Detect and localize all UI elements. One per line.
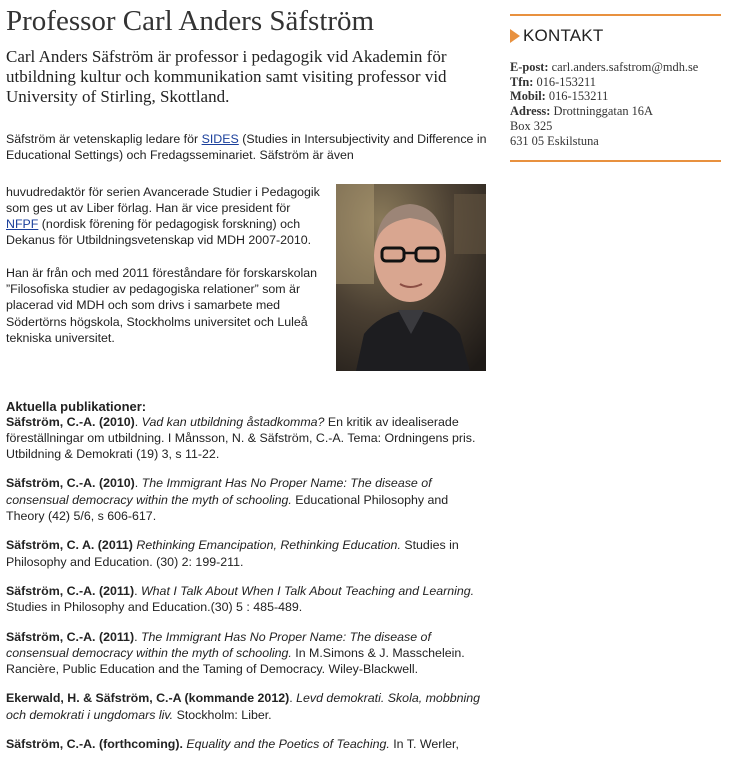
publication-author: Säfström, C.-A. (forthcoming). <box>6 737 183 752</box>
publication-title: Equality and the Poetics of Teaching. <box>186 737 390 752</box>
publication-title: Levd demokrati. Skola, mobbning och demokrati i ungdomars liv. <box>6 691 481 722</box>
contact-box-number: Box 325 <box>510 118 553 133</box>
contact-address: Adress: Drottninggatan 16A <box>510 104 653 119</box>
contact-mobile: Mobil: 016-153211 <box>510 89 609 104</box>
publication-title: Rethinking Emancipation, Rethinking Education. <box>136 538 401 553</box>
sides-link[interactable]: SIDES <box>201 132 239 146</box>
bio-paragraph-1: huvudredaktör för serien Avancerade Studier i Pedagogik som ges ut av Liber förlag. Han är vice president för NFPF (nordisk förening för pedagogisk forskning) och Dekanus för Utbildningsvetenskap vid MDH 2007-2010. <box>6 184 320 248</box>
publication-source: In T. Werler, <box>389 737 459 752</box>
publication-author: Säfström, C.-A. (2011) <box>6 629 135 644</box>
publications-heading: Aktuella publikationer: <box>6 398 147 414</box>
publication-author: Säfström, C.-A. (2011) <box>6 583 135 598</box>
intro-paragraph: Säfström är vetenskaplig ledare för SIDES (Studies in Intersubjectivity and Difference in Educational Settings) och Fredagsseminariet. Säfström är även <box>6 132 487 163</box>
main-content <box>6 0 488 765</box>
publication-item <box>6 537 488 570</box>
bio-paragraph-2: Han är från och med 2011 föreståndare för forskarskolan ”Filosofiska studier av pedagogiska relationer” som är placerad vid MDH och som drivs i samarbete med Södertörns högskola, Stockholms universitet och Luleå tekniska universitet. <box>6 265 318 345</box>
publication-title: The Immigrant Has No Proper Name: The disease of consensual democracy within the myth of schooling. <box>6 476 432 507</box>
publication-source: Stockholm: Liber. <box>173 707 272 722</box>
publication-author: Ekerwald, H. & Säfström, C.-A (kommande 2012) <box>6 691 290 706</box>
lead-paragraph: Carl Anders Säfström är professor i pedagogik vid Akademin för utbildning kultur och kommunikation samt visiting professor vid University of Stirling, Skottland. <box>6 47 447 106</box>
publication-source: Studies in Philosophy and Education. (30) 2: 199-211. <box>6 538 459 569</box>
publication-source: Educational Philosophy and Theory (42) 5/6, s 606-617. <box>6 492 449 524</box>
bio-section <box>6 184 488 377</box>
publication-item: Ekerwald, H. & Säfström, C.-A (kommande 2012). Levd demokrati. Skola, mobbning och demokrati i ungdomars liv. Stockholm: Liber. <box>6 691 481 722</box>
publication-list <box>6 414 488 753</box>
contact-details <box>510 60 721 148</box>
publication-author: Säfström, C.-A. (2010) <box>6 414 135 429</box>
contact-heading: KONTAKT <box>510 26 721 46</box>
publication-author: Säfström, C.-A. (2010) <box>6 476 135 491</box>
publication-title: What I Talk About When I Talk About Teaching and Learning. <box>140 583 475 598</box>
publication-source: Studies in Philosophy and Education.(30) 5 : 485-489. <box>6 600 303 615</box>
publication-item: Säfström, C.-A. (2010). The Immigrant Has No Proper Name: The disease of consensual democracy within the myth of schooling. Educational Philosophy and Theory (42) 5/6, s 606-617. <box>6 476 449 524</box>
publication-source: En kritik av idealiserade föreställningar om utbildning. I Månsson, N. & Säfström, C.-A. Tema: Ordningens pris. Utbildning & Demokrati (19) 3, s 11-22. <box>6 414 476 462</box>
publication-source: In M.Simons & J. Masschelein. Rancière, Public Education and the Taming of Democracy. Wiley-Blackwell. <box>6 645 465 677</box>
contact-phone: Tfn: 016-153211 <box>510 74 596 89</box>
contact-city: 631 05 Eskilstuna <box>510 133 599 148</box>
arrow-right-icon <box>510 29 520 43</box>
profile-photo <box>336 184 486 371</box>
publication-title: Vad kan utbildning åstadkomma? <box>141 414 325 429</box>
publication-item: Säfström, C.-A. (2010). Vad kan utbildning åstadkomma? En kritik av idealiserade föreställningar om utbildning. I Månsson, N. & Säfström, C.-A. Tema: Ordningens pris. Utbildning & Demokrati (19) 3, s 11-22. <box>6 414 476 462</box>
contact-box <box>510 14 721 162</box>
contact-email: E-post: carl.anders.safstrom@mdh.se <box>510 60 699 74</box>
page-title: Professor Carl Anders Säfström <box>6 5 375 37</box>
publication-item <box>6 736 488 752</box>
publication-item: Säfström, C.-A. (2011). What I Talk About When I Talk About Teaching and Learning. Studies in Philosophy and Education.(30) 5 : 485-489. <box>6 583 475 615</box>
publication-title: The Immigrant Has No Proper Name: The disease of consensual democracy within the myth of schooling. <box>6 629 431 660</box>
publication-author: Säfström, C. A. (2011) <box>6 538 133 553</box>
publication-item: Säfström, C.-A. (2011). The Immigrant Has No Proper Name: The disease of consensual democracy within the myth of schooling. In M.Simons & J. Masschelein. Rancière, Public Education and the Taming of Democracy. Wiley-Blackwell. <box>6 629 465 677</box>
nfpf-link[interactable]: NFPF <box>6 217 39 232</box>
